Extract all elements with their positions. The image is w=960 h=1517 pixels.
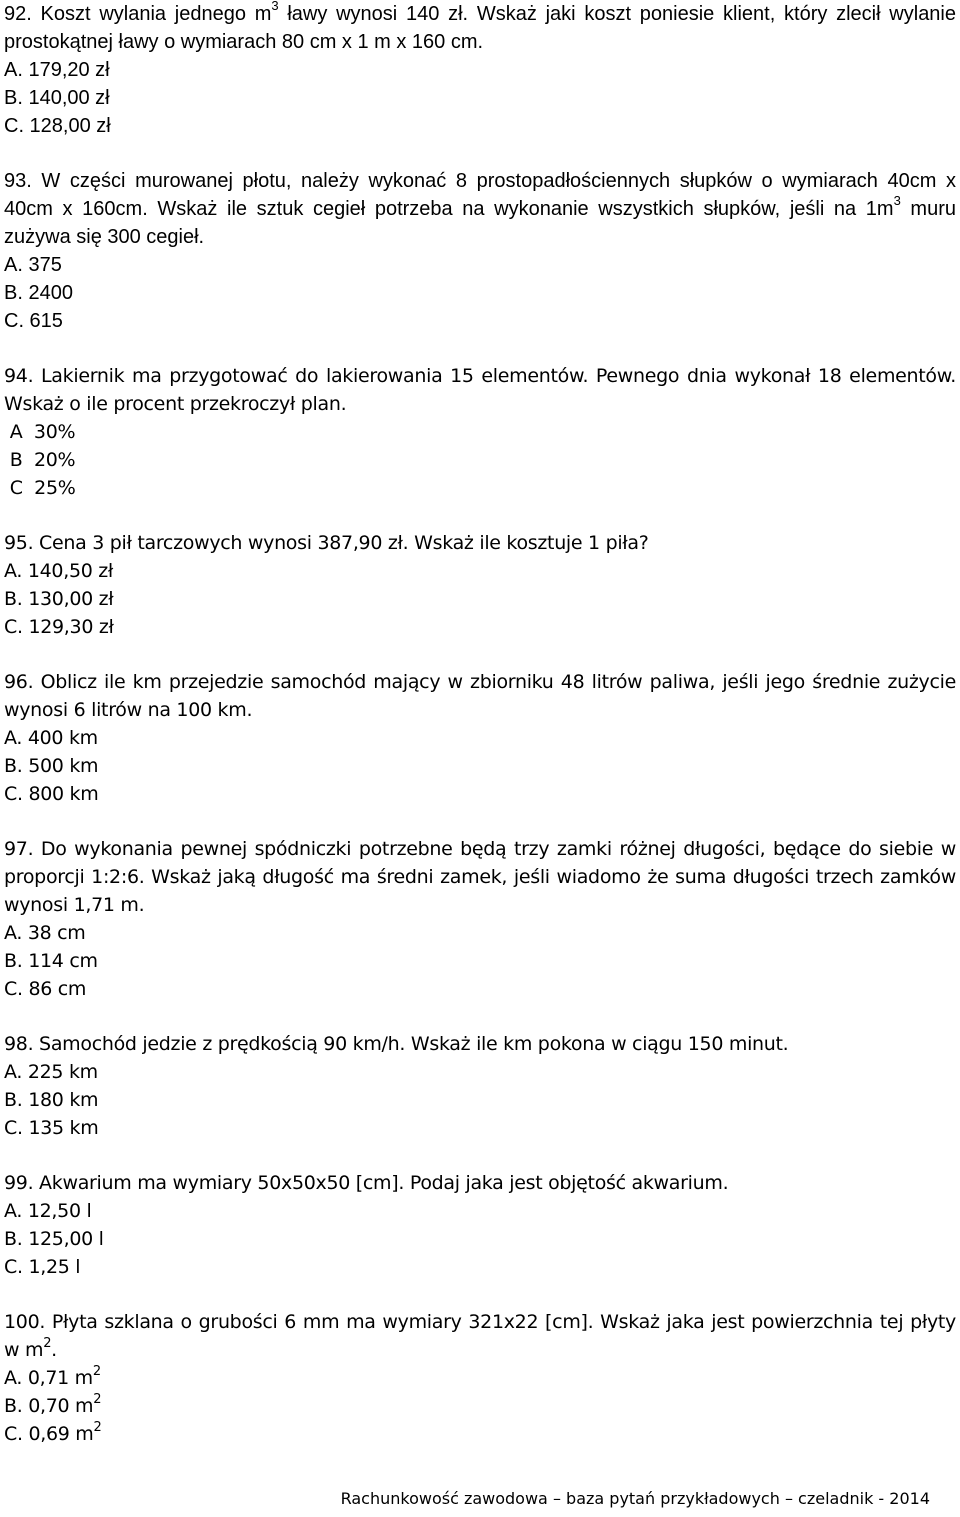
question-93: [4, 167, 956, 335]
option-c: C. 86 cm: [4, 978, 87, 1000]
question-99: [4, 1169, 956, 1281]
question-92-text: [4, 0, 956, 56]
option-c: [4, 1420, 956, 1448]
option-c: C. 135 km: [4, 1117, 99, 1139]
option-c: C. 1,25 l: [4, 1256, 81, 1278]
question-97-text: 97. Do wykonania pewnej spódniczki potrzebne będą trzy zamki różnej długości, będące do siebie w proporcji 1:2:6. Wskaż jaką długość ma średni zamek, jeśli wiadomo że suma długości trzech zamków wynosi 1,71 m.: [4, 838, 956, 916]
option-b: B. 125,00 l: [4, 1228, 104, 1250]
option-a: A. 140,50 zł: [4, 560, 114, 582]
option-a: A. 179,20 zł: [4, 59, 110, 81]
superscript: 2: [93, 1419, 102, 1435]
option-c: C. 615: [4, 310, 63, 332]
option-c: C 25%: [4, 477, 76, 499]
question-text: .: [51, 1339, 57, 1361]
option-a: A. 375: [4, 254, 62, 276]
option-b: B. 114 cm: [4, 950, 98, 972]
option-b: B. 2400: [4, 282, 73, 304]
option-b: B. 500 km: [4, 755, 99, 777]
superscript: 3: [893, 193, 901, 209]
question-text: 93. W części murowanej płotu, należy wykonać 8 prostopadłościennych słupków o wymiarach 40cm x 40cm x 160cm. Wskaż ile sztuk cegieł potrzeba na wykonanie wszystkich słupków, jeśli na 1m: [4, 170, 956, 220]
superscript: 2: [43, 1335, 52, 1351]
question-93-text: [4, 167, 956, 251]
option-a: A 30%: [4, 421, 76, 443]
question-94: [4, 362, 956, 502]
question-96-text: 96. Oblicz ile km przejedzie samochód mający w zbiorniku 48 litrów paliwa, jeśli jego średnie zużycie wynosi 6 litrów na 100 km.: [4, 671, 956, 721]
page-footer: Rachunkowość zawodowa – baza pytań przykładowych – czeladnik - 2014: [340, 1489, 930, 1508]
question-94-text: 94. Lakiernik ma przygotować do lakierowania 15 elementów. Pewnego dnia wykonał 18 elementów. Wskaż o ile procent przekroczył plan.: [4, 365, 956, 415]
option-c: C. 128,00 zł: [4, 115, 111, 137]
option-b: [4, 1392, 956, 1420]
question-98: [4, 1030, 956, 1142]
option-a: A. 400 km: [4, 727, 98, 749]
option-a: [4, 1364, 956, 1392]
option-text: A. 0,71 m: [4, 1367, 93, 1389]
option-b: B. 180 km: [4, 1089, 99, 1111]
question-98-text: 98. Samochód jedzie z prędkością 90 km/h. Wskaż ile km pokona w ciągu 150 minut.: [4, 1033, 789, 1055]
question-100-text: [4, 1308, 956, 1364]
option-a: A. 12,50 l: [4, 1200, 92, 1222]
question-96: [4, 668, 956, 808]
question-99-text: 99. Akwarium ma wymiary 50x50x50 [cm]. Podaj jaka jest objętość akwarium.: [4, 1172, 729, 1194]
option-b: B. 140,00 zł: [4, 87, 110, 109]
option-b: B. 130,00 zł: [4, 588, 114, 610]
question-97: [4, 835, 956, 1003]
option-a: A. 225 km: [4, 1061, 98, 1083]
question-text: muru zużywa się 300 cegieł.: [4, 198, 956, 248]
option-c: C. 800 km: [4, 783, 99, 805]
superscript: 3: [271, 0, 279, 14]
superscript: 2: [92, 1363, 101, 1379]
question-95: [4, 529, 956, 641]
option-b: B 20%: [4, 449, 76, 471]
question-100: [4, 1308, 956, 1448]
option-a: A. 38 cm: [4, 922, 86, 944]
superscript: 2: [93, 1391, 102, 1407]
question-95-text: 95. Cena 3 pił tarczowych wynosi 387,90 zł. Wskaż ile kosztuje 1 piła?: [4, 532, 649, 554]
option-text: B. 0,70 m: [4, 1395, 94, 1417]
question-text: 100. Płyta szklana o grubości 6 mm ma wymiary 321x22 [cm]. Wskaż jaka jest powierzchnia tej płyty w m: [4, 1311, 956, 1361]
question-92: [4, 0, 956, 140]
option-c: C. 129,30 zł: [4, 616, 114, 638]
question-text: 92. Koszt wylania jednego m: [4, 3, 272, 25]
question-list: [4, 0, 956, 1448]
option-text: C. 0,69 m: [4, 1423, 94, 1445]
question-text: ławy wynosi 140 zł. Wskaż jaki koszt poniesie klient, który zlecił wylanie prostokątnej ławy o wymiarach 80 cm x 1 m x 160 cm.: [4, 3, 956, 53]
